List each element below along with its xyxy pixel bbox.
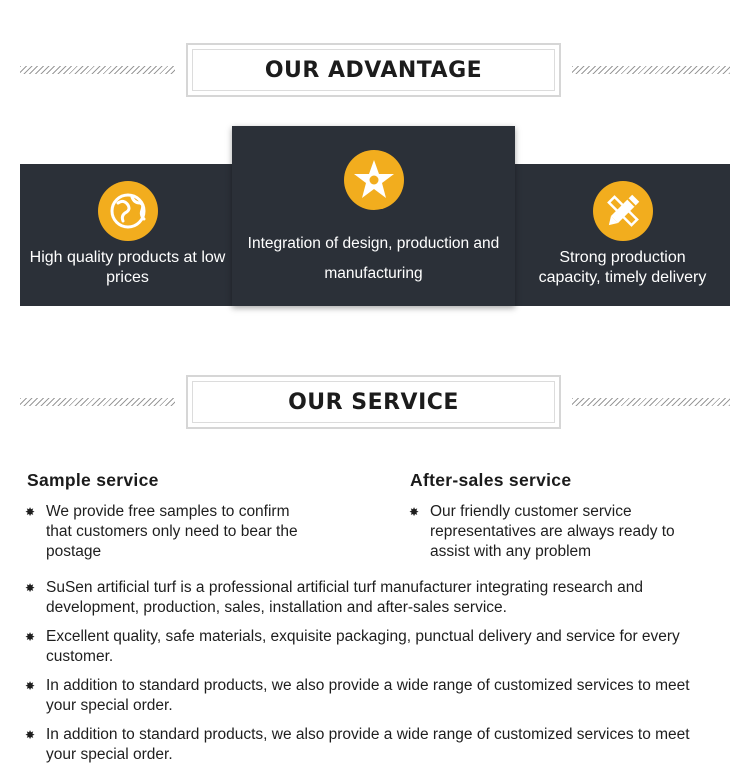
list-item: ✸ In addition to standard products, we also provide a wide range of customized services to meet your special order.: [25, 726, 690, 763]
bullet-icon: ✸: [25, 581, 36, 595]
bullet-icon: ✸: [25, 728, 36, 742]
advantage-card-capacity: [515, 164, 730, 306]
advantage-title-box: [186, 43, 561, 97]
service-title: OUR SERVICE: [192, 381, 555, 423]
advantage-title: OUR ADVANTAGE: [192, 49, 555, 91]
list-item: ✸ We provide free samples to confirm that customers only need to bear the postage: [25, 503, 298, 560]
decorative-hatch-left: [20, 398, 175, 406]
decorative-hatch-right: [572, 398, 730, 406]
list-item: ✸ SuSen artificial turf is a professional artificial turf manufacturer integrating research and development, production, sales, installation and after-sales service.: [25, 579, 644, 616]
advantage-card-label: High quality products at low prices: [29, 249, 226, 286]
decorative-hatch-left: [20, 66, 175, 74]
star-icon: [344, 150, 404, 210]
bullet-icon: ✸: [25, 630, 36, 644]
service-title-box: [186, 375, 561, 429]
advantage-card-price: [20, 164, 235, 306]
advantage-card-integration: [232, 126, 515, 306]
globe-icon: [98, 181, 158, 241]
list-item: ✸ In addition to standard products, we also provide a wide range of customized services to meet your special order.: [25, 677, 690, 714]
list-item: ✸ Excellent quality, safe materials, exquisite packaging, punctual delivery and service for every customer.: [25, 628, 680, 665]
aftersales-service-heading: After-sales service: [410, 470, 572, 490]
sample-service-heading: Sample service: [27, 470, 159, 490]
advantage-card-label: Strong production capacity, timely delivery: [538, 249, 707, 286]
bullet-icon: ✸: [409, 505, 420, 519]
bullet-icon: ✸: [25, 505, 36, 519]
decorative-hatch-right: [572, 66, 730, 74]
bullet-icon: ✸: [25, 679, 36, 693]
advantage-card-label: Integration of design, production and manufacturing: [247, 235, 500, 282]
pencil-ruler-icon: [593, 181, 653, 241]
list-item: ✸ Our friendly customer service representatives are always ready to assist with any problem: [409, 503, 675, 560]
